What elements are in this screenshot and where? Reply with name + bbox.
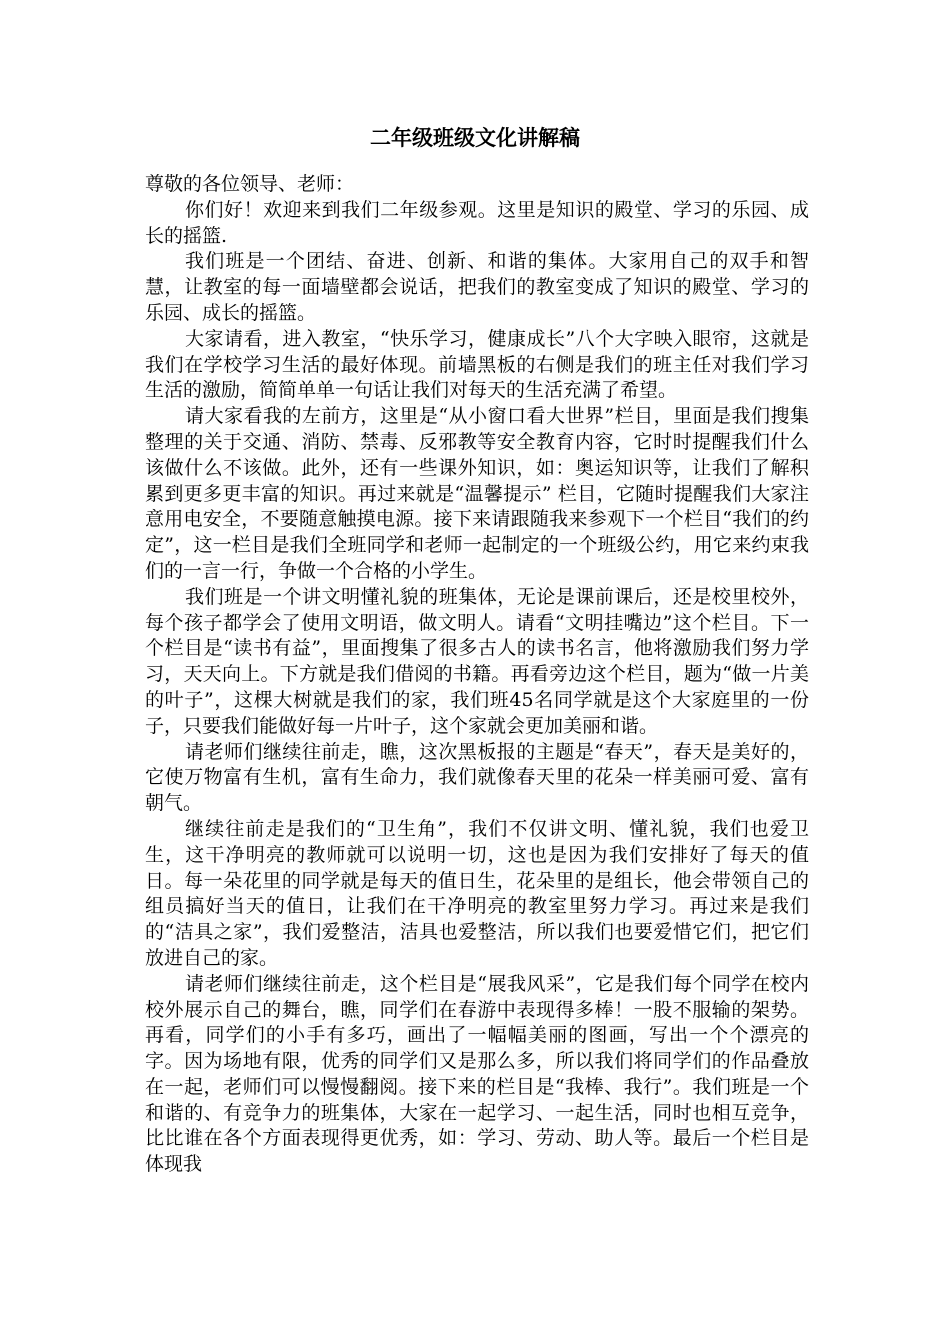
- paragraph-hygiene-corner: 继续往前走是我们的“卫生角”，我们不仅讲文明、懂礼貌，我们也爱卫生，这干净明亮的教师就可以说明一切，这也是因为我们安排好了每天的值日。每一朵花里的同学就是每天的值日生，花朵里的是组长，他会带领自己的组员搞好当天的值日，让我们在干净明亮的教室里努力学习。再过来是我们的“洁具之家”，我们爱整洁，洁具也爱整洁，所以我们也要爱惜它们，把它们放进自己的家。: [145, 817, 809, 969]
- document-title: 二年级班级文化讲解稿: [370, 126, 580, 150]
- document-body: [145, 172, 809, 1178]
- salutation: 尊敬的各位领导、老师：: [145, 173, 355, 195]
- paragraph-entrance-slogan: 大家请看，进入教室，“快乐学习，健康成长”八个大字映入眼帘，这就是我们在学校学习生活的最好体现。前墙黑板的右侧是我们的班主任对我们学习生活的激励，简简单单一句话让我们对每天的生活充满了希望。: [145, 327, 809, 402]
- paragraph-safety-column: 请大家看我的左前方，这里是“从小窗口看大世界”栏目，里面是我们搜集整理的关于交通、消防、禁毒、反邪教等安全教育内容，它时时提醒我们什么该做什么不该做。此外，还有一些课外知识，如：奥运知识等，让我们了解积累到更多更丰富的知识。再过来就是“温馨提示” 栏目，它随时提醒我们大家注意用电安全，不要随意触摸电源。接下来请跟随我来参观下一个栏目“我们的约定”，这一栏目是我们全班同学和老师一起制定的一个班级公约，用它来约束我们的一言一行，争做一个合格的小学生。: [145, 405, 809, 582]
- paragraph-showcase-column: 请老师们继续往前走，这个栏目是“展我风采”，它是我们每个同学在校内校外展示自己的舞台，瞧，同学们在春游中表现得多棒！一股不服输的架势。再看，同学们的小手有多巧，画出了一幅幅美丽的图画，写出一个个漂亮的字。因为场地有限，优秀的同学们又是那么多，所以我们将同学们的作品叠放在一起，老师们可以慢慢翻阅。接下来的栏目是“我棒、我行”。我们班是一个和谐的、有竞争力的班集体，大家在一起学习、一起生活，同时也相互竞争，比比谁在各个方面表现得更优秀，如：学习、劳动、助人等。最后一个栏目是体现我: [145, 972, 809, 1176]
- paragraph-civility-column: 我们班是一个讲文明懂礼貌的班集体，无论是课前课后，还是校里校外，每个孩子都学会了使用文明语，做文明人。请看“文明挂嘴边”这个栏目。下一个栏目是“读书有益”，里面搜集了很多古人的读书名言，他将激励我们努力学习，天天向上。下方就是我们借阅的书籍。再看旁边这个栏目，题为“做一片美的叶子”，这棵大树就是我们的家，我们班45名同学就是这个大家庭里的一份子，只要我们能做好每一片叶子，这个家就会更加美丽和谐。: [145, 585, 809, 737]
- paragraph-greeting: 你们好！欢迎来到我们二年级参观。这里是知识的殿堂、学习的乐园、成长的摇篮.: [145, 198, 809, 247]
- paragraph-blackboard-spring: 请老师们继续往前走，瞧，这次黑板报的主题是“春天”，春天是美好的，它使万物富有生机，富有生命力，我们就像春天里的花朵一样美丽可爱、富有朝气。: [145, 740, 809, 815]
- paragraph-class-intro: 我们班是一个团结、奋进、创新、和谐的集体。大家用自己的双手和智慧，让教室的每一面墙壁都会说话，把我们的教室变成了知识的殿堂、学习的乐园、成长的摇篮。: [145, 250, 809, 324]
